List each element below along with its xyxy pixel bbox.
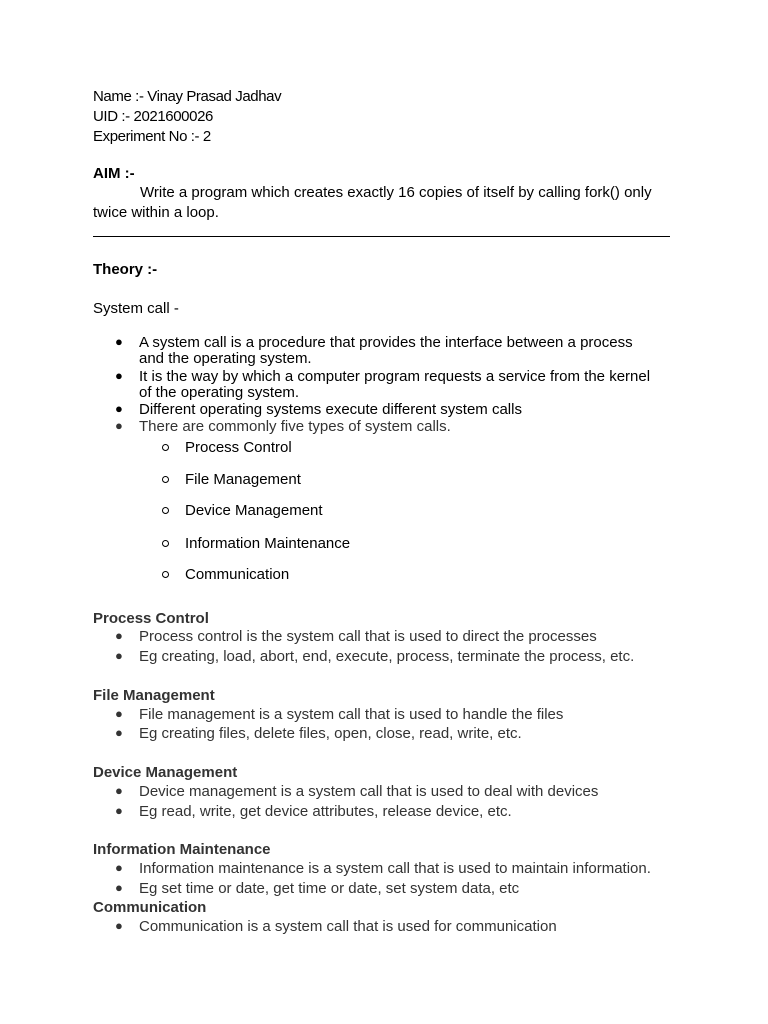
bullet-icon: ● [115, 725, 123, 740]
system-call-intro: System call - [93, 300, 179, 317]
file-management-item-1: File management is a system call that is used to handle the files [139, 706, 564, 723]
hollow-bullet-icon [162, 507, 169, 514]
section-heading-process-control: Process Control [93, 610, 209, 627]
type-file-management: File Management [185, 471, 301, 488]
hollow-bullet-icon [162, 540, 169, 547]
student-uid: UID :- 2021600026 [93, 108, 213, 125]
bullet-icon: ● [115, 334, 123, 349]
information-maintenance-item-2: Eg set time or date, get time or date, set system data, etc [139, 880, 520, 897]
student-name: Name :- Vinay Prasad Jadhav [93, 88, 282, 105]
section-heading-information-maintenance: Information Maintenance [93, 841, 271, 858]
hollow-bullet-icon [162, 571, 169, 578]
aim-heading: AIM :- [93, 165, 135, 182]
theory-bullet-1-line-1: A system call is a procedure that provides the interface between a process [139, 334, 633, 351]
theory-bullet-2-line-2: of the operating system. [139, 384, 300, 401]
information-maintenance-item-1: Information maintenance is a system call that is used to maintain information. [139, 860, 651, 877]
theory-bullet-2-line-1: It is the way by which a computer program requests a service from the kernel [139, 368, 651, 385]
theory-bullet-3: Different operating systems execute different system calls [139, 401, 522, 418]
bullet-icon: ● [115, 628, 123, 643]
bullet-icon: ● [115, 368, 123, 383]
type-information-maintenance: Information Maintenance [185, 535, 351, 552]
hollow-bullet-icon [162, 444, 169, 451]
bullet-icon: ● [115, 860, 123, 875]
theory-heading: Theory :- [93, 261, 158, 278]
theory-bullet-4: There are commonly five types of system calls. [139, 418, 451, 435]
type-device-management: Device Management [185, 502, 323, 519]
device-management-item-1: Device management is a system call that is used to deal with devices [139, 783, 599, 800]
device-management-item-2: Eg read, write, get device attributes, release device, etc. [139, 803, 512, 820]
bullet-icon: ● [115, 783, 123, 798]
bullet-icon: ● [115, 648, 123, 663]
type-process-control: Process Control [185, 439, 292, 456]
bullet-icon: ● [115, 803, 123, 818]
bullet-icon: ● [115, 918, 123, 933]
hollow-bullet-icon [162, 476, 169, 483]
file-management-item-2: Eg creating files, delete files, open, close, read, write, etc. [139, 725, 522, 742]
experiment-number: Experiment No :- 2 [93, 128, 211, 145]
theory-bullet-1-line-2: and the operating system. [139, 350, 312, 367]
communication-item-1: Communication is a system call that is used for communication [139, 918, 557, 935]
section-heading-file-management: File Management [93, 687, 215, 704]
section-heading-device-management: Device Management [93, 764, 238, 781]
aim-text-line-2: twice within a loop. [93, 204, 219, 221]
bullet-icon: ● [115, 880, 123, 895]
bullet-icon: ● [115, 401, 123, 416]
horizontal-rule [93, 236, 670, 237]
type-communication: Communication [185, 566, 290, 583]
aim-text-line-1: Write a program which creates exactly 16 copies of itself by calling fork() only [140, 184, 652, 201]
bullet-icon: ● [115, 418, 123, 433]
process-control-item-2: Eg creating, load, abort, end, execute, process, terminate the process, etc. [139, 648, 635, 665]
section-heading-communication: Communication [93, 899, 207, 916]
process-control-item-1: Process control is the system call that is used to direct the processes [139, 628, 597, 645]
bullet-icon: ● [115, 706, 123, 721]
